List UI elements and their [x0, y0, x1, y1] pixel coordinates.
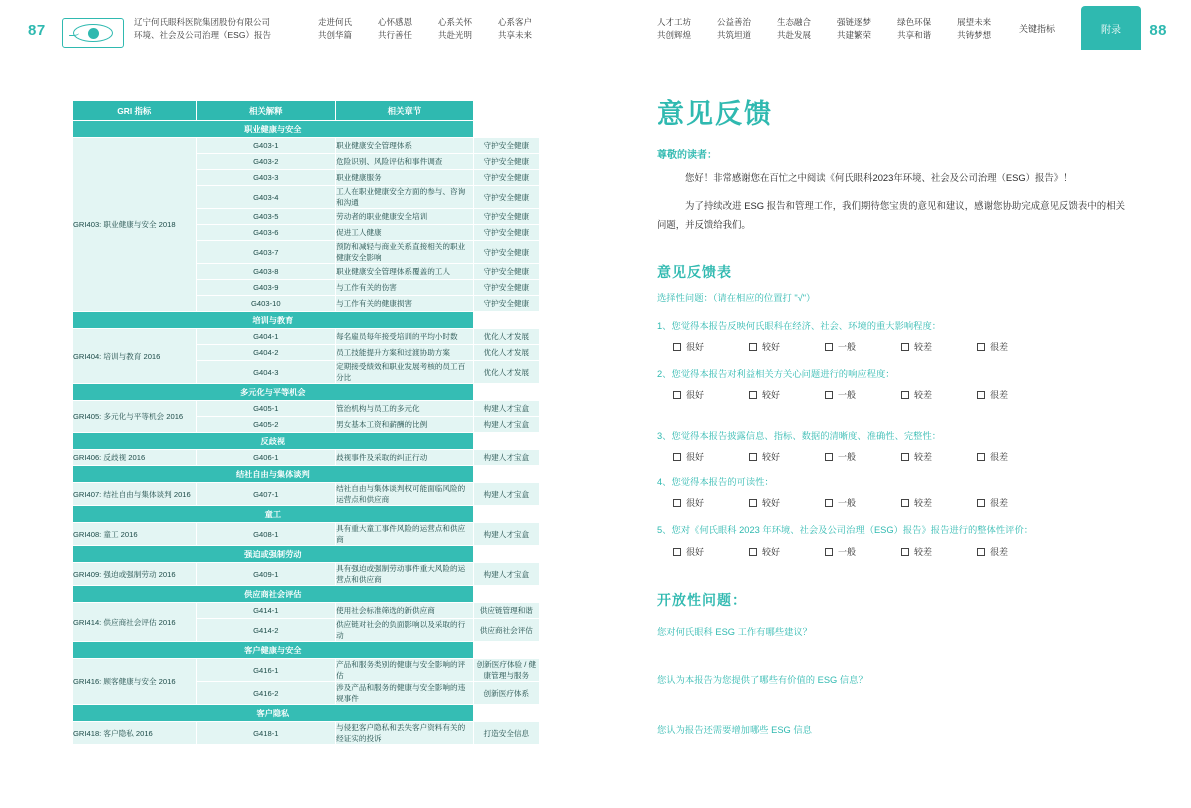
q1-opt-2-label: 一般 — [838, 342, 857, 352]
rnav-item-4-line1: 绿色环保 — [897, 17, 932, 27]
table-section-row — [73, 312, 540, 329]
feedback-form-title: 意见反馈表 — [657, 264, 732, 280]
table-cell-description: 工人在职业健康安全方面的参与、咨询和沟通 — [336, 186, 474, 209]
q2-opt-1[interactable] — [749, 388, 825, 401]
table-cell-description: 员工技能提升方案和过渡协助方案 — [336, 345, 474, 361]
table-cell-chapter: 构建人才宝盒 — [473, 401, 539, 417]
q4-opt-4-label: 很差 — [990, 498, 1009, 508]
table-cell-chapter: 守护安全健康 — [473, 296, 539, 312]
q5-opt-2-label: 一般 — [838, 547, 857, 557]
table-row — [73, 329, 540, 345]
rnav-item-3-line2: 共建繁荣 — [837, 30, 872, 40]
table-row — [73, 659, 540, 682]
table-cell-chapter: 守护安全健康 — [473, 209, 539, 225]
checkbox-icon[interactable] — [901, 343, 909, 351]
table-cell-chapter: 构建人才宝盒 — [473, 483, 539, 506]
rnav-item-1[interactable] — [717, 16, 751, 42]
question-4: 4、您觉得本报告的可读性： — [657, 477, 774, 487]
table-cell-chapter: 构建人才宝盒 — [473, 563, 539, 586]
table-section-row — [73, 506, 540, 523]
table-section-row — [73, 384, 540, 401]
question-2: 2、您觉得本报告对利益相关方关心问题进行的响应程度： — [657, 369, 895, 379]
table-cell-code: G404-1 — [196, 329, 336, 345]
feedback-salutation: 尊敬的读者： — [657, 150, 717, 161]
table-section-header: 培训与教育 — [73, 312, 474, 329]
rnav-item-5-line1: 展望未来 — [957, 17, 992, 27]
checkbox-icon[interactable] — [977, 453, 985, 461]
q3-opt-1[interactable] — [749, 450, 825, 463]
table-cell-description: 预防和减轻与商业关系直接相关的职业健康安全影响 — [336, 241, 474, 264]
table-cell-description: 男女基本工资和薪酬的比例 — [336, 417, 474, 433]
table-cell-code: G403-7 — [196, 241, 336, 264]
q2-opt-2[interactable] — [825, 388, 901, 401]
table-cell-code: G403-4 — [196, 186, 336, 209]
checkbox-icon[interactable] — [749, 391, 757, 399]
table-cell-chapter: 优化人才发展 — [473, 345, 539, 361]
table-cell-chapter: 守护安全健康 — [473, 225, 539, 241]
company-name — [134, 16, 314, 42]
q3-opt-3-label: 较差 — [914, 452, 933, 462]
table-cell-description: 危险识别、风险评估和事件调查 — [336, 154, 474, 170]
q1-opt-1-label: 较好 — [762, 342, 781, 352]
gri-index-table-wrapper — [72, 100, 540, 745]
q5-opt-4[interactable] — [977, 545, 1053, 558]
table-cell-description: 与工作有关的伤害 — [336, 280, 474, 296]
open-question-1: 您对何氏眼科 ESG 工作有哪些建议？ — [657, 627, 812, 637]
table-cell-indicator: GRI407: 结社自由与集体谈判 2016 — [73, 483, 197, 506]
right-nav[interactable] — [657, 16, 991, 42]
checkbox-icon[interactable] — [825, 343, 833, 351]
table-cell-indicator: GRI404: 培训与教育 2016 — [73, 329, 197, 384]
table-section-row — [73, 586, 540, 603]
nav-item-0-line2: 共创华篇 — [318, 30, 353, 40]
table-cell-description: 职业健康服务 — [336, 170, 474, 186]
q4-opt-0[interactable] — [673, 496, 749, 509]
q3-opt-3[interactable] — [901, 450, 977, 463]
table-cell-description: 供应链对社会的负面影响以及采取的行动 — [336, 619, 474, 642]
table-cell-description: 职业健康安全管理体系 — [336, 138, 474, 154]
q2-opt-3[interactable] — [901, 388, 977, 401]
nav-item-3-line2: 共享未来 — [498, 30, 533, 40]
table-section-row — [73, 121, 540, 138]
q2-opt-0[interactable] — [673, 388, 749, 401]
table-cell-description: 定期接受绩效和职业发展考核的员工百分比 — [336, 361, 474, 384]
table-cell-indicator: GRI405: 多元化与平等机会 2016 — [73, 401, 197, 433]
question-3-options[interactable] — [673, 450, 1053, 463]
question-1: 1、您觉得本报告反映何氏眼科在经济、社会、环境的重大影响程度： — [657, 321, 942, 331]
table-section-row — [73, 546, 540, 563]
table-cell-description: 歧视事件及采取的纠正行动 — [336, 450, 474, 466]
table-section-row — [73, 466, 540, 483]
table-cell-chapter: 守护安全健康 — [473, 264, 539, 280]
table-cell-code: G414-2 — [196, 619, 336, 642]
checkbox-icon[interactable] — [749, 343, 757, 351]
table-cell-description: 使用社会标准筛选的新供应商 — [336, 603, 474, 619]
gri-index-table — [72, 100, 540, 745]
checkbox-icon[interactable] — [825, 453, 833, 461]
checkbox-icon[interactable] — [673, 343, 681, 351]
checkbox-icon[interactable] — [673, 499, 681, 507]
table-cell-code: G403-6 — [196, 225, 336, 241]
nav-item-0[interactable] — [318, 16, 352, 42]
q4-opt-2[interactable] — [825, 496, 901, 509]
table-cell-code: G403-10 — [196, 296, 336, 312]
table-cell-chapter: 守护安全健康 — [473, 186, 539, 209]
q3-opt-1-label: 较好 — [762, 452, 781, 462]
question-5-options[interactable] — [673, 545, 1053, 558]
table-row — [73, 138, 540, 154]
table-cell-description: 具有重大童工事件风险的运营点和供应商 — [336, 523, 474, 546]
table-cell-code: G403-1 — [196, 138, 336, 154]
question-4-options[interactable] — [673, 496, 1053, 509]
col-header-chapter: 相关章节 — [336, 101, 474, 121]
table-cell-indicator: GRI406: 反歧视 2016 — [73, 450, 197, 466]
table-cell-chapter: 构建人才宝盒 — [473, 417, 539, 433]
company-logo — [62, 18, 124, 48]
q1-opt-1[interactable] — [749, 340, 825, 353]
checkbox-icon[interactable] — [673, 453, 681, 461]
q5-opt-4-label: 很差 — [990, 547, 1009, 557]
rnav-item-3[interactable] — [837, 16, 871, 42]
tab-appendix[interactable]: 附录 — [1081, 6, 1141, 50]
rnav-item-4[interactable] — [897, 16, 931, 42]
table-section-row — [73, 433, 540, 450]
table-cell-chapter: 打造安全信息 — [473, 722, 539, 745]
rnav-item-2[interactable] — [777, 16, 811, 42]
table-cell-chapter: 守护安全健康 — [473, 138, 539, 154]
table-cell-description: 结社自由与集体谈判权可能面临风险的运营点和供应商 — [336, 483, 474, 506]
q5-opt-3[interactable] — [901, 545, 977, 558]
table-cell-indicator: GRI403: 职业健康与安全 2018 — [73, 138, 197, 312]
q1-opt-3[interactable] — [901, 340, 977, 353]
q4-opt-4[interactable] — [977, 496, 1053, 509]
rnav-item-1-line1: 公益善治 — [717, 17, 752, 27]
feedback-title: 意见反馈 — [657, 99, 773, 129]
right-page — [595, 0, 1191, 808]
q5-opt-1[interactable] — [749, 545, 825, 558]
nav-item-2-line2: 共赴光明 — [438, 30, 473, 40]
nav-item-3-line1: 心系客户 — [498, 17, 533, 27]
q1-opt-4-label: 很差 — [990, 342, 1009, 352]
table-cell-description: 劳动者的职业健康安全培训 — [336, 209, 474, 225]
table-cell-code: G405-2 — [196, 417, 336, 433]
q2-opt-4[interactable] — [977, 388, 1053, 401]
rnav-item-0-line1: 人才工坊 — [657, 17, 692, 27]
q4-opt-2-label: 一般 — [838, 498, 857, 508]
table-cell-description: 与工作有关的健康损害 — [336, 296, 474, 312]
table-cell-chapter: 守护安全健康 — [473, 170, 539, 186]
q2-opt-1-label: 较好 — [762, 390, 781, 400]
question-2-options[interactable] — [673, 388, 1053, 401]
q1-opt-0[interactable] — [673, 340, 749, 353]
table-cell-indicator: GRI408: 童工 2016 — [73, 523, 197, 546]
table-section-row — [73, 705, 540, 722]
table-cell-indicator: GRI409: 强迫或强制劳动 2016 — [73, 563, 197, 586]
checkbox-icon[interactable] — [901, 499, 909, 507]
q2-opt-2-label: 一般 — [838, 390, 857, 400]
question-5: 5、您对《何氏眼科 2023 年环境、社会及公司治理（ESG）报告》报告进行的整体性评价： — [657, 525, 1034, 535]
checkbox-icon[interactable] — [825, 548, 833, 556]
table-cell-code: G403-5 — [196, 209, 336, 225]
table-cell-chapter: 构建人才宝盒 — [473, 523, 539, 546]
checkbox-icon[interactable] — [901, 391, 909, 399]
q2-opt-4-label: 很差 — [990, 390, 1009, 400]
right-header — [595, 0, 1191, 62]
table-cell-chapter: 守护安全健康 — [473, 241, 539, 264]
table-cell-chapter: 优化人才发展 — [473, 361, 539, 384]
checkbox-icon[interactable] — [977, 391, 985, 399]
checkbox-icon[interactable] — [977, 343, 985, 351]
q4-opt-1-label: 较好 — [762, 498, 781, 508]
rnav-item-1-line2: 共筑坦道 — [717, 30, 752, 40]
q3-opt-0[interactable] — [673, 450, 749, 463]
table-row — [73, 603, 540, 619]
checkbox-icon[interactable] — [749, 453, 757, 461]
q1-opt-2[interactable] — [825, 340, 901, 353]
checkbox-icon[interactable] — [901, 548, 909, 556]
table-cell-description: 具有强迫或强制劳动事件重大风险的运营点和供应商 — [336, 563, 474, 586]
q1-opt-4[interactable] — [977, 340, 1053, 353]
table-cell-description: 管治机构与员工的多元化 — [336, 401, 474, 417]
table-cell-code: G404-2 — [196, 345, 336, 361]
q4-opt-3[interactable] — [901, 496, 977, 509]
rnav-item-0[interactable] — [657, 16, 691, 42]
table-section-header: 结社自由与集体谈判 — [73, 466, 474, 483]
checkbox-icon[interactable] — [825, 499, 833, 507]
nav-item-1-line2: 共行善任 — [378, 30, 413, 40]
table-cell-code: G414-1 — [196, 603, 336, 619]
table-section-header: 职业健康与安全 — [73, 121, 474, 138]
table-cell-code: G403-2 — [196, 154, 336, 170]
nav-item-1-line1: 心怀感恩 — [378, 17, 413, 27]
checkbox-icon[interactable] — [977, 548, 985, 556]
nav-item-3[interactable] — [498, 16, 532, 42]
table-row — [73, 523, 540, 546]
nav-item-1[interactable] — [378, 16, 412, 42]
q5-opt-0[interactable] — [673, 545, 749, 558]
question-3: 3、您觉得本报告披露信息、指标、数据的清晰度、准确性、完整性： — [657, 431, 942, 441]
table-cell-indicator: GRI416: 顾客健康与安全 2016 — [73, 659, 197, 705]
table-cell-code: G403-8 — [196, 264, 336, 280]
col-header-desc: 相关解释 — [196, 101, 336, 121]
rnav-item-key-metrics[interactable]: 关键指标 — [1019, 24, 1056, 34]
q3-opt-2[interactable] — [825, 450, 901, 463]
rnav-item-2-line1: 生态融合 — [777, 17, 812, 27]
feedback-choice-hint: 选择性问题：（请在相应的位置打 "√"） — [657, 293, 816, 303]
table-cell-chapter: 创新医疗体验 / 健康管理与服务 — [473, 659, 539, 682]
checkbox-icon[interactable] — [901, 453, 909, 461]
table-cell-description: 与侵犯客户隐私和丢失客户资料有关的经证实的投诉 — [336, 722, 474, 745]
table-cell-chapter: 供应商社会评估 — [473, 619, 539, 642]
table-cell-code: G404-3 — [196, 361, 336, 384]
left-header — [0, 0, 595, 62]
open-question-2: 您认为本报告为您提供了哪些有价值的 ESG 信息？ — [657, 675, 868, 685]
right-page-number: 88 — [1149, 22, 1167, 39]
open-question-3: 您认为报告还需要增加哪些 ESG 信息 — [657, 725, 812, 735]
rnav-item-0-line2: 共创辉煌 — [657, 30, 692, 40]
q3-opt-4[interactable] — [977, 450, 1053, 463]
feedback-para-1: 您好！非常感谢您在百忙之中阅读《何氏眼科2023年环境、社会及公司治理（ESG）报告》！ — [685, 172, 1073, 183]
table-section-row — [73, 642, 540, 659]
table-cell-code: G406-1 — [196, 450, 336, 466]
checkbox-icon[interactable] — [673, 391, 681, 399]
q5-opt-3-label: 较差 — [914, 547, 933, 557]
table-section-header: 供应商社会评估 — [73, 586, 474, 603]
q4-opt-3-label: 较差 — [914, 498, 933, 508]
q5-opt-2[interactable] — [825, 545, 901, 558]
q4-opt-0-label: 很好 — [686, 498, 705, 508]
table-cell-chapter: 供应链管理和谐 — [473, 603, 539, 619]
q2-opt-3-label: 较差 — [914, 390, 933, 400]
rnav-item-3-line1: 强链逐梦 — [837, 17, 872, 27]
table-section-header: 多元化与平等机会 — [73, 384, 474, 401]
left-page — [0, 0, 595, 808]
question-1-options[interactable] — [673, 340, 1053, 353]
q3-opt-4-label: 很差 — [990, 452, 1009, 462]
table-cell-chapter: 创新医疗体系 — [473, 682, 539, 705]
rnav-item-4-line2: 共享和谐 — [897, 30, 932, 40]
checkbox-icon[interactable] — [749, 499, 757, 507]
q4-opt-1[interactable] — [749, 496, 825, 509]
q1-opt-0-label: 很好 — [686, 342, 705, 352]
q5-opt-0-label: 很好 — [686, 547, 705, 557]
table-row — [73, 483, 540, 506]
table-cell-code: G407-1 — [196, 483, 336, 506]
table-cell-indicator: GRI414: 供应商社会评估 2016 — [73, 603, 197, 642]
checkbox-icon[interactable] — [673, 548, 681, 556]
table-row — [73, 563, 540, 586]
table-cell-code: G409-1 — [196, 563, 336, 586]
table-cell-indicator: GRI418: 客户隐私 2016 — [73, 722, 197, 745]
table-cell-chapter: 守护安全健康 — [473, 280, 539, 296]
rnav-item-5[interactable] — [957, 16, 991, 42]
table-cell-description: 产品和服务类别的健康与安全影响的评估 — [336, 659, 474, 682]
q1-opt-3-label: 较差 — [914, 342, 933, 352]
open-questions-title: 开放性问题： — [657, 592, 747, 608]
nav-item-2-line1: 心系关怀 — [438, 17, 473, 27]
table-cell-code: G416-1 — [196, 659, 336, 682]
table-row — [73, 450, 540, 466]
checkbox-icon[interactable] — [977, 499, 985, 507]
q2-opt-0-label: 很好 — [686, 390, 705, 400]
feedback-para-2: 为了持续改进 ESG 报告和管理工作，我们期待您宝贵的意见和建议，感谢您协助完成意见反馈表中的相关问题，并反馈给我们。 — [657, 200, 1125, 230]
rnav-item-2-line2: 共赴发展 — [777, 30, 812, 40]
table-cell-code: G408-1 — [196, 523, 336, 546]
table-cell-code: G416-2 — [196, 682, 336, 705]
q3-opt-0-label: 很好 — [686, 452, 705, 462]
nav-item-2[interactable] — [438, 16, 472, 42]
table-section-header: 反歧视 — [73, 433, 474, 450]
left-nav[interactable] — [318, 16, 532, 42]
table-cell-description: 职业健康安全管理体系覆盖的工人 — [336, 264, 474, 280]
left-page-number: 87 — [28, 22, 46, 39]
table-cell-description: 每名雇员每年接受培训的平均小时数 — [336, 329, 474, 345]
table-cell-description: 涉及产品和服务的健康与安全影响的违规事件 — [336, 682, 474, 705]
company-name-line1: 辽宁何氏眼科医院集团股份有限公司 — [134, 17, 271, 27]
table-section-header: 强迫或强制劳动 — [73, 546, 474, 563]
col-header-indicator: GRI 指标 — [73, 101, 197, 121]
checkbox-icon[interactable] — [749, 548, 757, 556]
table-section-header: 童工 — [73, 506, 474, 523]
table-cell-chapter: 构建人才宝盒 — [473, 450, 539, 466]
table-cell-code: G418-1 — [196, 722, 336, 745]
q5-opt-1-label: 较好 — [762, 547, 781, 557]
rnav-item-5-line2: 共铸梦想 — [957, 30, 992, 40]
q3-opt-2-label: 一般 — [838, 452, 857, 462]
table-cell-description: 促进工人健康 — [336, 225, 474, 241]
table-row — [73, 401, 540, 417]
table-section-header: 客户健康与安全 — [73, 642, 474, 659]
checkbox-icon[interactable] — [825, 391, 833, 399]
table-section-header: 客户隐私 — [73, 705, 474, 722]
eye-icon — [73, 24, 113, 42]
table-cell-code: G403-9 — [196, 280, 336, 296]
company-name-line2: 环境、社会及公司治理（ESG）报告 — [134, 30, 271, 40]
table-row — [73, 722, 540, 745]
table-cell-code: G405-1 — [196, 401, 336, 417]
table-cell-code: G403-3 — [196, 170, 336, 186]
nav-item-0-line1: 走进何氏 — [318, 17, 353, 27]
table-cell-chapter: 优化人才发展 — [473, 329, 539, 345]
table-cell-chapter: 守护安全健康 — [473, 154, 539, 170]
